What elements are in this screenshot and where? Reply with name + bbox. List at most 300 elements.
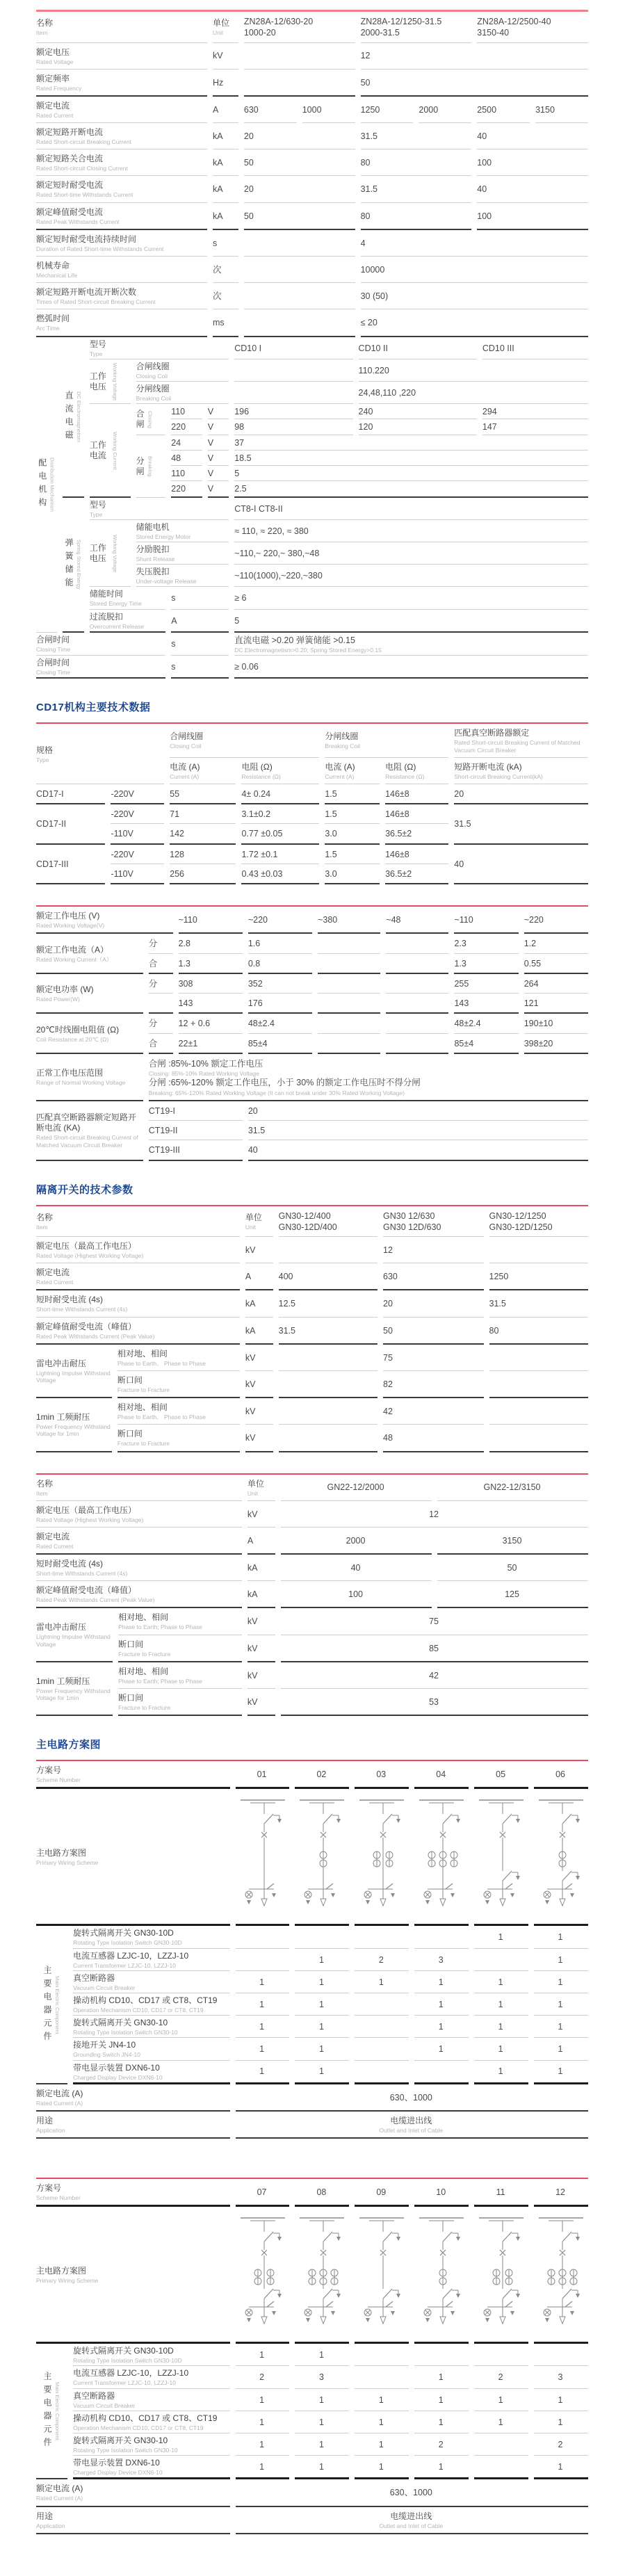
label-cell: 电缆进出线 Outlet and Inlet of Cable [236,2112,588,2139]
value-cell: 50 [383,1318,484,1345]
table-row [36,257,588,283]
value-cell: 40 [477,123,588,149]
table-row [36,784,588,804]
value-cell: ~110,~ 220,~ 380,~48 [234,542,588,565]
table-row [36,1528,588,1555]
value-cell: 2500 [477,97,530,123]
table-row [36,2179,588,2207]
value-cell: 146±8 [385,804,448,824]
value-cell: 40 [477,176,588,202]
gn30-section [36,1206,588,1452]
scheme-07-12-section [36,2179,588,2534]
empty-cell [279,1398,378,1425]
value-cell: V [208,481,229,497]
empty-cell [236,1926,290,1948]
value-cell: 352 [248,974,312,994]
table-row [36,845,588,864]
value-cell: kA [213,203,238,230]
table-row [36,1789,588,1926]
value-cell: 1 [295,2433,349,2456]
table-row [36,1318,588,1345]
zn28a-section [36,12,588,337]
value-cell: 09 [355,2179,409,2207]
empty-cell [244,309,355,337]
label-cell: 名称 Item [36,1475,242,1501]
label-cell: 额定峰值耐受电流（峰值） Rated Peak Withstands Current (Peak Value) [36,1581,242,1608]
label-cell: 1min 工频耐压 Power Frequency Withstand Voltage for 1min [36,1398,112,1452]
value-cell: ≈ 110, ≈ 220, ≈ 380 [234,520,588,542]
label-cell: 真空断路器 Vacuum Circuit Breaker [73,1971,230,1993]
value-cell: 1 [295,2411,349,2433]
value-cell: 1.5 [325,784,380,804]
table-row [36,1993,588,2016]
value-cell: 1 [355,2456,409,2479]
label-cell: 型号 Type [90,498,229,520]
value-cell: 1 [534,1949,588,1971]
value-cell: 12 [281,1501,588,1528]
table-row [36,2112,588,2139]
value-cell: 1 [414,2038,469,2060]
value-cell: 55 [170,784,236,804]
value-cell: 1000 [302,97,355,123]
value-cell: GN30-12/400 GN30-12D/400 [279,1206,378,1238]
table-row [36,1555,588,1581]
table-row [36,2411,588,2433]
value-cell: 1 [474,2411,528,2433]
value-cell: 48±2.4 [454,1014,518,1033]
table-row [36,12,588,43]
value-cell: 85 [281,1635,588,1662]
label-cell: 断口间 Fracture to Fracture [117,1425,240,1452]
label-cell: 带电显示装置 DXN6-10 Charged Display Device DXN6-10 [73,2456,230,2479]
value-cell: CD17-III [36,845,105,885]
value-cell: A [245,1263,273,1290]
table-row [36,804,588,824]
empty-cell [489,1345,588,1371]
label-cell: 额定频率 Rated Frequency [36,70,207,97]
value-cell: A [247,1528,275,1555]
value-cell: GN30 12/630 GN30 12D/630 [383,1206,484,1238]
value-cell: 1 [534,2038,588,2060]
value-cell: 1 [534,2411,588,2433]
value-cell: 40 [454,845,588,885]
value-cell: A [171,610,229,633]
value-cell: 20 [244,176,355,202]
value-cell: 02 [295,1761,349,1789]
value-cell: 40 [281,1555,432,1581]
value-cell: ZN28A-12/1250-31.5 2000-31.5 [361,12,472,43]
value-cell: 143 [454,994,518,1014]
value-cell: kA [245,1290,273,1317]
value-cell: 240 [359,404,477,419]
section-heading-cd17: CD17机构主要技术数据 [36,702,151,714]
empty-cell [489,1425,588,1452]
value-cell: 3.0 [325,824,380,844]
label-cell: 断口间 Fracture to Fracture [118,1635,242,1662]
value-cell: 1 [236,2038,290,2060]
value-cell: 20 [383,1290,484,1317]
value-cell: 1 [414,2456,469,2479]
label-cell: 型号 Type [90,337,229,359]
value-cell: 分 [149,1014,173,1033]
table-row [36,907,588,934]
mechanism-group-label: 配电机构 Distribution Mechanism [36,337,57,633]
table-row [36,1501,588,1528]
value-cell: 20 [244,123,355,149]
value-cell: ≤ 20 [361,309,588,337]
label-cell: 机械寿命 Mechanical Life [36,257,207,283]
table-row [36,1608,588,1635]
label-cell: 用途 Application [36,2507,230,2534]
table-row [36,2061,588,2084]
value-cell: 1.2 [524,934,588,953]
value-cell: 110.220 [359,359,588,382]
label-cell: 旋转式隔离开关 GN30-10D Rotating Type Isolation Switch GN30-10D [73,1926,230,1948]
label-cell: 旋转式隔离开关 GN30-10D Rotating Type Isolation Switch GN30-10D [73,2344,230,2366]
table-row [36,1101,588,1121]
value-cell: 1 [474,2061,528,2084]
label-cell: 匹配真空断路器额定 Rated Short-circuit Breaking Current of Matched Vacuum Circuit Breaker [454,724,588,757]
empty-cell [318,974,380,994]
value-cell: 264 [524,974,588,994]
table-row [36,337,588,359]
wiring-diagram [474,2207,528,2344]
table-row [36,2038,588,2060]
value-cell: ≥ 6 [234,587,588,609]
label-cell: 合闸 Closing [136,404,166,435]
value-cell: 1 [236,2389,290,2411]
value-cell: 1 [534,1971,588,1993]
label-cell: 电流 (A) Current (A) [325,758,380,784]
value-cell: 220 [171,481,202,497]
value-cell: 2.3 [454,934,518,953]
value-cell: 75 [281,1608,588,1635]
value-cell: 190±10 [524,1014,588,1033]
value-cell: 82 [383,1371,484,1398]
value-cell: 3 [534,2366,588,2388]
value-cell: 直流电磁 >0.20 弹簧储能 >0.15 DC Electromagnetism>0.20; Spring Stored Energy>0.15 [234,633,588,656]
value-cell: CT19-III [149,1140,243,1160]
value-cell: 1 [236,1971,290,1993]
label-cell: 真空断路器 Vacuum Circuit Breaker [73,2389,230,2411]
value-cell: 1 [414,2389,469,2411]
value-cell: 143 [179,994,243,1014]
table-row [36,203,588,230]
scheme-table-07-12 [31,2179,594,2534]
value-cell: CD17-II [36,804,105,845]
value-cell: 1 [534,2061,588,2084]
zn28a-ratings-table [31,12,594,337]
value-cell: ~220 [248,907,312,934]
label-cell: 带电显示装置 DXN6-10 Charged Display Device DXN6-10 [73,2061,230,2084]
value-cell: CT8-I CT8-II [234,498,588,520]
value-cell: s [171,587,229,609]
table-row [36,656,588,679]
value-cell: 98 [234,419,352,435]
value-cell: 50 [244,203,355,230]
table-row [36,1475,588,1501]
label-cell: 单位 Unit [245,1206,273,1238]
empty-cell [318,954,380,974]
value-cell: 次 [213,283,238,309]
value-cell: kV [247,1608,275,1635]
value-cell: 1 [474,1993,528,2016]
value-cell: ms [213,309,238,337]
value-cell: kV [247,1689,275,1716]
value-cell: 1 [414,1993,469,2016]
label-cell: 主电路方案图 Primary Wiring Scheme [36,1789,230,1926]
value-cell: 3 [414,1949,469,1971]
value-cell: kV [247,1662,275,1689]
value-cell: 100 [477,203,588,230]
empty-cell [386,974,448,994]
value-cell: kV [245,1371,273,1398]
scheme-table-01-06 [31,1761,594,2139]
table-row [36,1689,588,1716]
value-cell: 42 [281,1662,588,1689]
value-cell: 4± 0.24 [241,784,319,804]
value-cell: ZN28A-12/2500-40 3150-40 [477,12,588,43]
label-cell: 过流脱扣 Overcurrent Release [90,610,165,633]
table-row [36,1581,588,1608]
label-cell: 相对地、相间 Phase to Earth、 Phase to Phase [117,1398,240,1425]
value-cell: -110V [111,824,164,844]
value-cell: 1 [474,2016,528,2038]
empty-cell [355,1993,409,2016]
label-cell: 单位 Unit [213,12,238,43]
value-cell: A [213,97,238,123]
value-cell: 1 [295,2016,349,2038]
gn30-parameters-table [31,1206,594,1452]
value-cell: 31.5 [361,123,472,149]
table-row [36,2456,588,2479]
value-cell: 1.5 [325,845,380,864]
value-cell: 220 [171,419,202,435]
empty-cell [279,1237,378,1263]
value-cell: 176 [248,994,312,1014]
empty-cell: 合闸 :85%-10% 额定工作电压 Closing: 85%-10% Rated Working Voltage 分闸 :65%-120% 额定工作电压，小于 30% 的额定工作电压时不得分闸 Breaking: 65%-120% Rated Working Voltage (It can not break under 30% Rated Working Voltage) [149,1054,588,1101]
value-cell: 分 [149,974,173,994]
label-cell: 电缆进出线 Outlet and Inlet of Cable [236,2507,588,2534]
label-cell: 主电路方案图 Primary Wiring Scheme [36,2207,230,2344]
label-cell: 燃弧时间 Arc Time [36,309,207,337]
table-row [36,2479,588,2506]
value-cell: 1 [236,2344,290,2366]
empty-cell [236,1949,290,1971]
value-cell: 31.5 [454,804,588,845]
value-cell: CD10 III [482,337,588,359]
value-cell: 1 [474,1971,528,1993]
value-cell: ≥ 0.06 [234,656,588,679]
value-cell: Hz [213,70,238,97]
value-cell: 120 [359,419,477,435]
table-row [36,2389,588,2411]
value-cell: V [208,404,229,419]
label-cell: 方案号 Scheme Number [36,2179,230,2207]
table-row [36,1290,588,1317]
empty-cell [318,1014,380,1033]
value-cell: 10 [414,2179,469,2207]
table-row [36,2207,588,2344]
table-row [36,1949,588,1971]
value-cell: 12 [361,43,588,70]
value-cell: kV [245,1237,273,1263]
label-cell: 合闸线圈 Closing Coil [170,724,319,757]
value-cell: -110V [111,864,164,884]
value-cell: 80 [361,203,472,230]
empty-cell [234,359,352,382]
table-row [36,1761,588,1789]
table-row [36,934,588,953]
empty-cell [279,1425,378,1452]
value-cell: 1 [355,2389,409,2411]
empty-cell [489,1398,588,1425]
value-cell: 1 [236,2433,290,2456]
value-cell: 1 [355,2433,409,2456]
value-cell: kA [245,1318,273,1345]
value-cell: kV [247,1501,275,1528]
value-cell: 31.5 [361,176,472,202]
value-cell: 03 [355,1761,409,1789]
empty-cell [355,2016,409,2038]
value-cell: 合 [149,1034,173,1054]
label-cell: 额定短路关合电流 Rated Short-circuit Closing Current [36,149,207,176]
value-cell: 1 [474,2038,528,2060]
value-cell: 2000 [281,1528,432,1555]
value-cell: 31.5 [279,1318,378,1345]
value-cell: 01 [236,1761,290,1789]
value-cell: 1 [414,2016,469,2038]
value-cell: 1 [534,2016,588,2038]
value-cell: 11 [474,2179,528,2207]
value-cell: 630 [244,97,297,123]
table-row [36,2366,588,2388]
label-cell: 分闸线圈 Breaking Coil [136,382,229,404]
label-cell: 额定工作电压 (V) Rated Working Voltage(V) [36,907,173,934]
value-cell: 50 [437,1555,588,1581]
value-cell: 1 [414,1971,469,1993]
value-cell: 1 [534,2389,588,2411]
wiring-diagram [355,2207,409,2344]
value-cell: 1 [355,2411,409,2433]
value-cell: 5 [234,610,588,633]
value-cell: s [171,633,229,656]
table-row [36,633,588,656]
main-components-label: 主要电器元件 Main Electric Component [36,1926,67,2084]
value-cell: ZN28A-12/630-20 1000-20 [244,12,355,43]
table-row [36,359,588,382]
value-cell: 05 [474,1761,528,1789]
value-cell: 48±2.4 [248,1014,312,1033]
label-cell: 合闸时间 Closing Time [36,656,165,679]
value-cell: 31.5 [489,1290,588,1317]
value-cell: 07 [236,2179,290,2207]
label-cell: 20℃时线圈电阻值 (Ω) Coil Resistance at 20℃ (Ω) [36,1014,143,1054]
value-cell: 125 [437,1581,588,1608]
table-row [36,43,588,70]
mechanism-section [36,337,588,679]
empty-cell [244,257,355,283]
value-cell: 1 [295,2389,349,2411]
value-cell: 0.55 [524,954,588,974]
value-cell: 24,48,110 ,220 [359,382,588,404]
label-cell: 匹配真空断路器额定短路开断电流 (KA) Rated Short-circuit Breaking Current of Matched Vacuum Circuit Breaker [36,1101,143,1161]
label-cell: 额定电流 Rated Current [36,1263,240,1290]
label-cell: 工作电压 Working Voltage [90,520,131,588]
value-cell: 630 [383,1263,484,1290]
value-cell: 142 [170,824,236,844]
table-row [36,70,588,97]
cd17-section [36,724,588,884]
value-cell: 1.6 [248,934,312,953]
table-row [36,724,588,757]
value-cell: 04 [414,1761,469,1789]
value-cell: 110 [171,466,202,481]
label-cell: 额定短路开断电流开断次数 Times of Rated Short-circuit Breaking Current [36,283,207,309]
value-cell: 3.1±0.2 [241,804,319,824]
wiring-diagram [474,1789,528,1926]
label-cell: 额定电功率 (W) Rated Power(W) [36,974,143,1014]
label-cell: 断口间 Fracture to Fracture [117,1371,240,1398]
empty-cell [414,1926,469,1948]
value-cell: s [171,656,229,679]
value-cell: 1 [474,1926,528,1948]
value-cell: 1.5 [325,804,380,824]
empty-cell [474,2433,528,2456]
value-cell: CT19-I [149,1101,243,1121]
empty-cell [244,70,355,97]
table-row [36,498,588,520]
value-cell: CD10 I [234,337,352,359]
value-cell: 1 [295,2038,349,2060]
gn22-parameters-table [31,1475,594,1717]
value-cell: 1 [355,1971,409,1993]
value-cell: kA [213,176,238,202]
value-cell: 37 [234,435,588,451]
value-cell: kA [247,1581,275,1608]
value-cell: 146±8 [385,784,448,804]
empty-cell [414,2061,469,2084]
label-cell: 正常工作电压范围 Range of Normal Working Voltage [36,1054,143,1101]
label-cell: 额定短时耐受电流持续时间 Duration of Rated Short-time Withstands Current [36,230,207,257]
label-cell: 短路开断电流 (kA) Short-circuit Breaking Current(kA) [454,758,588,784]
table-row [36,587,588,609]
empty-cell [534,2344,588,2366]
label-cell: 1min 工频耐压 Power Frequency Withstand Voltage for 1min [36,1662,113,1716]
empty-cell [244,43,355,70]
label-cell: 方案号 Scheme Number [36,1761,230,1789]
value-cell: 1 [295,1993,349,2016]
empty-cell [355,2344,409,2366]
label-cell: 额定峰值耐受电流（峰值） Rated Peak Withstands Current (Peak Value) [36,1318,240,1345]
label-cell: 电流 (A) Current (A) [170,758,236,784]
wiring-diagram [414,2207,469,2344]
label-cell: 短时耐受电流 (4s) Short-time Withstands Current (4s) [36,1290,240,1317]
label-cell: 额定电流 Rated Current [36,1528,242,1555]
label-cell: 额定电流 (A) Rated Current (A) [36,2479,230,2506]
label-cell: 额定电压 Rated Voltage [36,43,207,70]
label-cell: 用途 Application [36,2112,230,2139]
label-cell: 合闸时间 Closing Time [36,633,165,656]
value-cell: 1 [236,2456,290,2479]
value-cell: 80 [489,1318,588,1345]
table-row [36,974,588,994]
table-row [36,1054,588,1101]
value-cell: 10000 [361,257,588,283]
value-cell: kV [213,43,238,70]
label-cell: 工作电流 Working Current [90,404,131,498]
value-cell: 85±4 [248,1034,312,1054]
